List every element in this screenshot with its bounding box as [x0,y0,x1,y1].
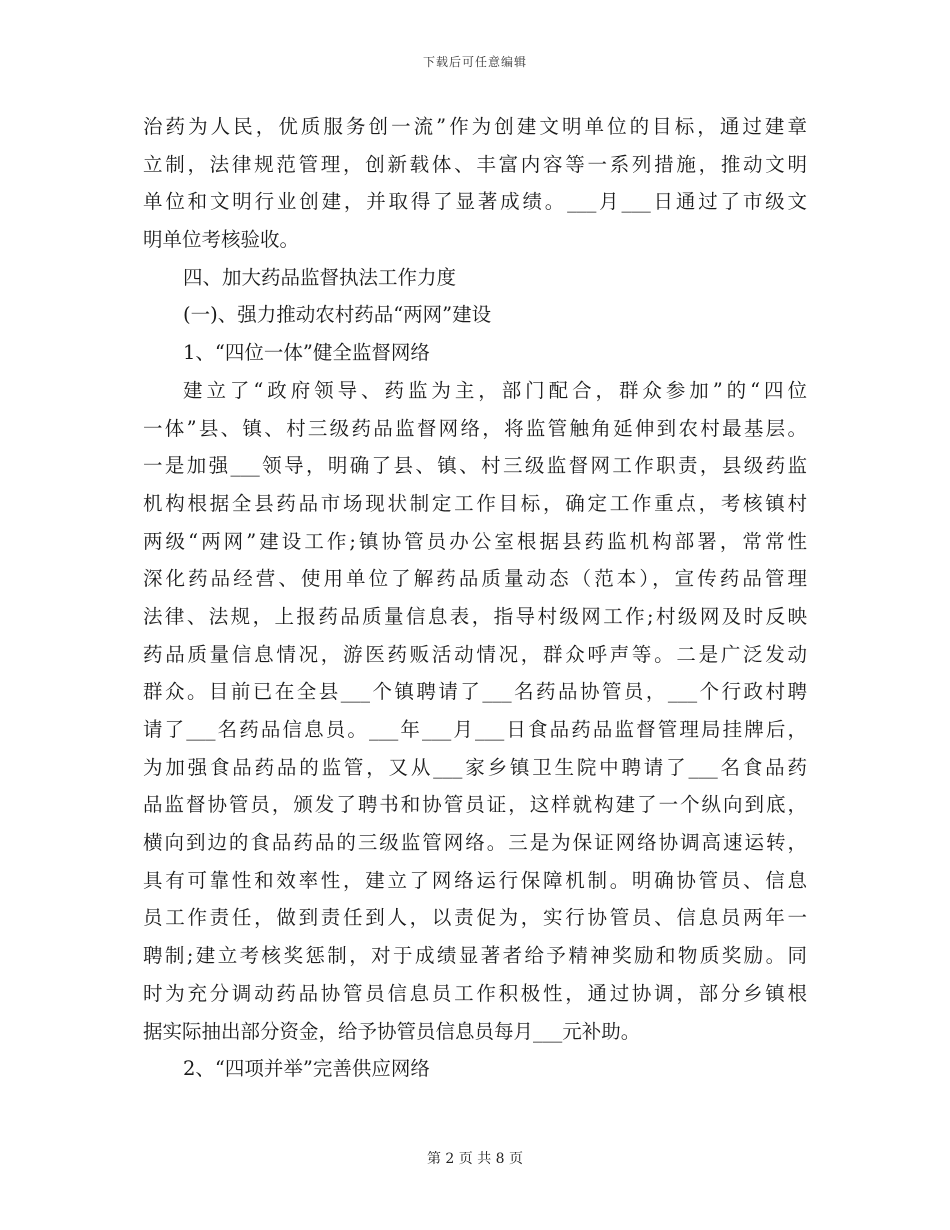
text-line: 品监督协管员，颁发了聘书和协管员证，这样就构建了一个纵向到底， [143,793,807,817]
text-line: 2、“四项并举”完善供应网络 [183,1057,430,1081]
text-line: 时为充分调动药品协管员信息员工作积极性，通过协调，部分乡镇根 [143,981,807,1005]
text-line: 机构根据全县药品市场现状制定工作目标，确定工作重点，考核镇村 [143,491,807,515]
page-number-footer: 第 2 页 共 8 页 [426,1151,524,1167]
text-line: 聘制;建立考核奖惩制，对于成绩显著者给予精神奖励和物质奖励。同 [143,944,807,968]
text-line: 明单位考核验收。 [143,228,300,252]
text-line: 一是加强___领导，明确了县、镇、村三级监督网工作职责，县级药监 [143,454,807,478]
text-line: 四、加大药品监督执法工作力度 [183,265,457,289]
text-line: (一)、强力推动农村药品“两网”建设 [183,303,492,327]
text-line: 立制，法律规范管理，创新载体、丰富内容等一系列措施，推动文明 [143,152,807,176]
document-body [143,108,807,1088]
text-line: 两级“两网”建设工作;镇协管员办公室根据县药监机构部署，常常性 [143,529,807,553]
text-line: 员工作责任，做到责任到人，以责促为，实行协管员、信息员两年一 [143,906,807,930]
text-line: 据实际抽出部分资金，给予协管员信息员每月___元补助。 [143,1019,641,1043]
text-line: 群众。目前已在全县___个镇聘请了___名药品协管员，___个行政村聘 [143,680,807,704]
text-line: 单位和文明行业创建，并取得了显著成绩。___月___日通过了市级文 [143,190,807,214]
text-line: 一体”县、镇、村三级药品监督网络，将监管触角延伸到农村最基层。 [143,416,807,440]
text-line: 横向到边的食品药品的三级监管网络。三是为保证网络协调高速运转， [143,831,807,855]
text-line: 具有可靠性和效率性，建立了网络运行保障机制。明确协管员、信息 [143,868,807,892]
text-line: 法律、法规，上报药品质量信息表，指导村级网工作;村级网及时反映 [143,604,807,628]
text-line: 深化药品经营、使用单位了解药品质量动态（范本），宣传药品管理 [143,567,807,591]
text-line: 治药为人民，优质服务创一流”作为创建文明单位的目标，通过建章 [143,115,807,138]
text-line: 建立了“政府领导、药监为主，部门配合，群众参加”的“四位 [183,378,807,402]
text-line: 请了___名药品信息员。___年___月___日食品药品监督管理局挂牌后， [143,718,807,741]
page-header-note: 下载后可任意编辑 [422,55,527,69]
text-line: 药品质量信息情况，游医药贩活动情况，群众呼声等。二是广泛发动 [143,642,807,666]
text-line: 1、“四位一体”健全监督网络 [183,341,430,365]
text-line: 为加强食品药品的监管，又从___家乡镇卫生院中聘请了___名食品药 [143,755,807,779]
